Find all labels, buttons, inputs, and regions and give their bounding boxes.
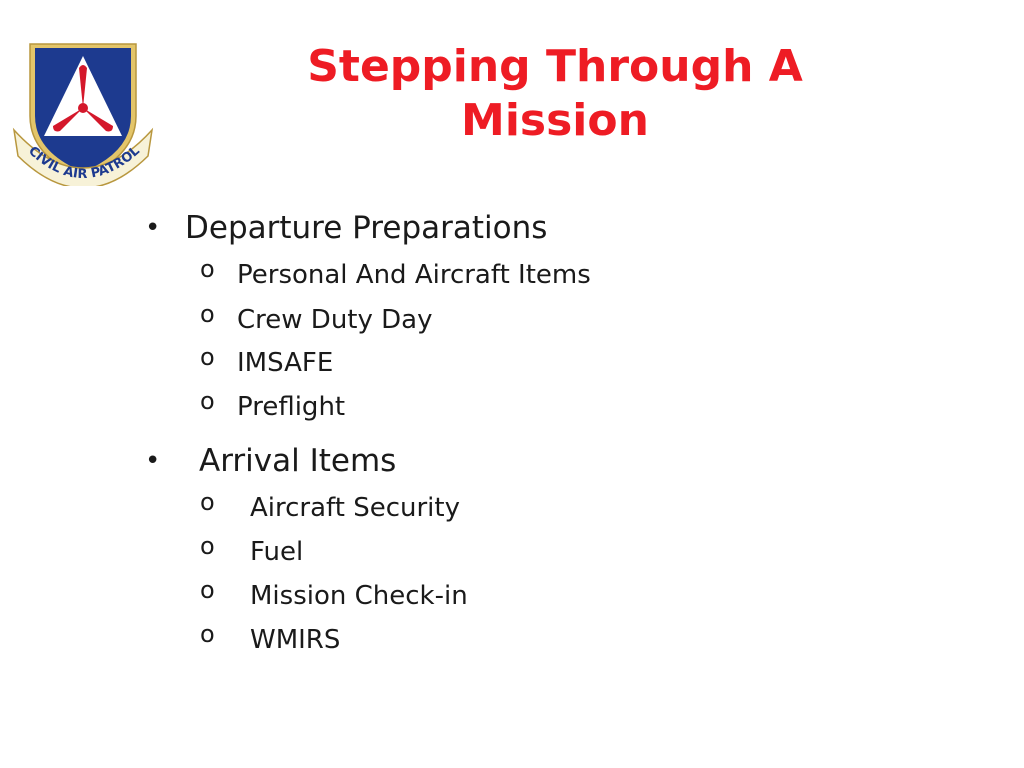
bullet-item: [0, 441, 1024, 481]
sub-bullet-text: Preflight: [237, 392, 346, 422]
sub-bullet-marker: o: [200, 488, 215, 516]
sub-bullet-marker: o: [200, 532, 215, 560]
slide-title-line1: Stepping Through A: [307, 41, 803, 92]
sub-bullet-text: Fuel: [250, 537, 304, 567]
bullet-item: [0, 208, 1024, 248]
sub-bullet-text: Crew Duty Day: [237, 305, 433, 335]
sub-bullet-marker: o: [200, 255, 215, 283]
sub-bullet-item: [0, 387, 1024, 424]
sub-bullet-item: [0, 620, 1024, 657]
sub-bullet-marker: o: [200, 620, 215, 648]
sub-bullet-text: Personal And Aircraft Items: [237, 260, 591, 290]
bullet-marker: •: [145, 446, 161, 476]
bullet-marker: •: [145, 213, 161, 243]
slide-title-line2: Mission: [461, 95, 649, 146]
sub-bullet-item: [0, 532, 1024, 569]
svg-text:CIVIL AIR PATROL: CIVIL AIR PATROL: [25, 143, 143, 183]
sub-bullet-item: [0, 488, 1024, 525]
sub-bullet-item: [0, 300, 1024, 337]
sub-bullet-text: WMIRS: [250, 625, 341, 655]
sub-bullet-marker: o: [200, 576, 215, 604]
sub-bullet-text: IMSAFE: [237, 348, 334, 378]
sub-bullet-item: [0, 255, 1024, 292]
sub-bullet-marker: o: [200, 343, 215, 371]
bullet-text: Departure Preparations: [185, 210, 548, 246]
sub-bullet-text: Aircraft Security: [250, 493, 460, 523]
sub-bullet-item: [0, 576, 1024, 613]
sub-bullet-marker: o: [200, 300, 215, 328]
sub-bullet-marker: o: [200, 387, 215, 415]
sub-bullet-text: Mission Check-in: [250, 581, 468, 611]
sub-bullet-item: [0, 343, 1024, 380]
bullet-text: Arrival Items: [199, 443, 397, 479]
